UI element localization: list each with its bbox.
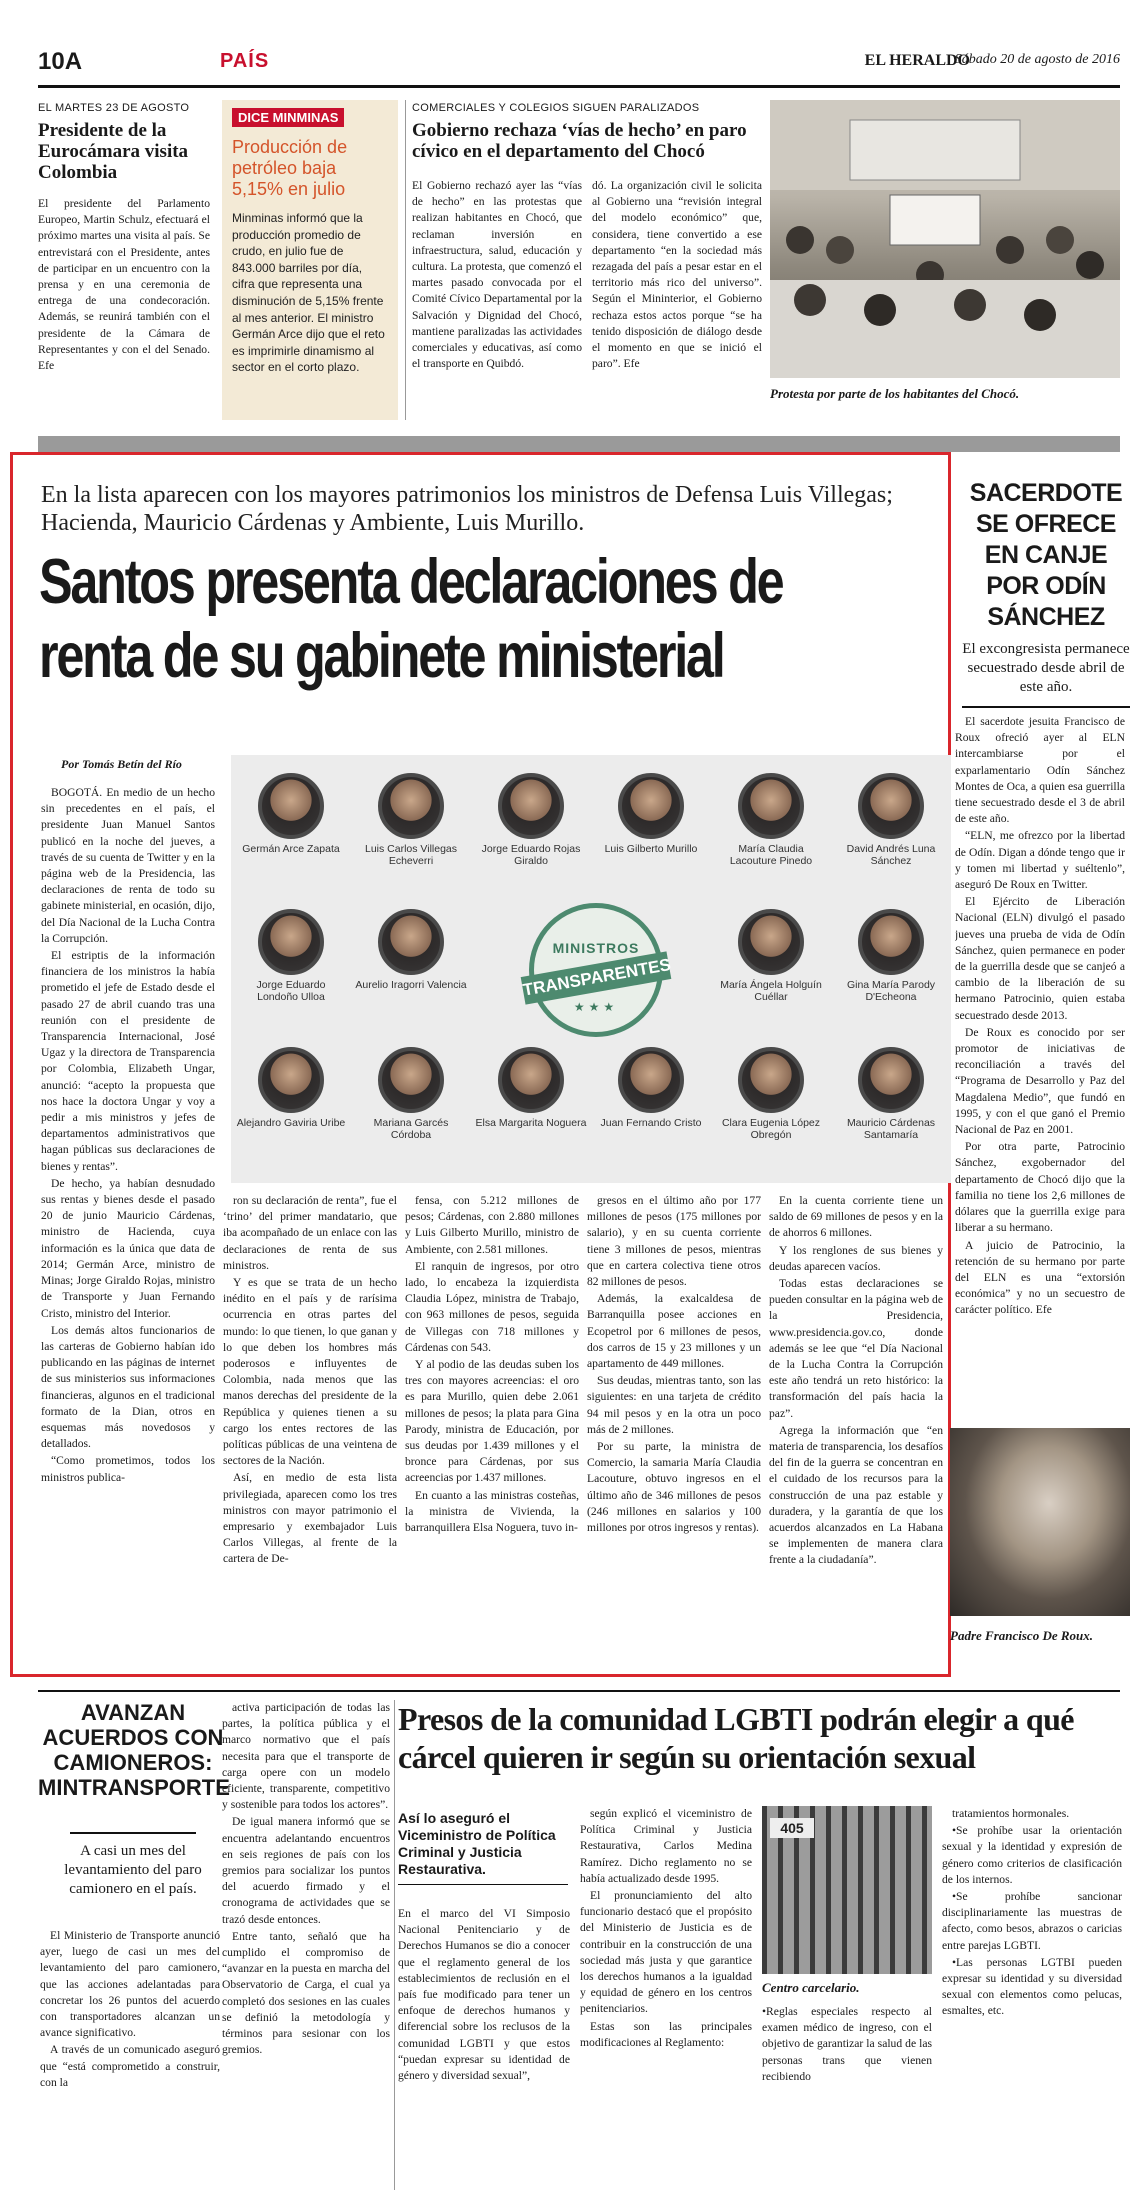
column-divider (394, 1700, 395, 2190)
main-story-frame (10, 452, 951, 1677)
camioneros-headline: AVANZAN ACUERDOS CON CAMIONEROS: MINTRANSPORTE (38, 1700, 230, 1800)
roux-portrait-photo (950, 1428, 1130, 1616)
minister-portrait (258, 1047, 324, 1113)
minister-portrait (738, 773, 804, 839)
lgbti-headline: Presos de la comunidad LGBTI podrán elegir a qué cárcel quieren ir según su orientación sexual (398, 1701, 1074, 1775)
protest-photo (770, 100, 1120, 378)
main-body-col5: En la cuenta corriente tiene un saldo de 69 millones de pesos y en la de ahorros 6 millones. Y los renglones de sus bienes y deudas aparecen vacíos. Todas estas declaraciones se pueden consultar en la página web de la Presidencia, www.presidencia.gov.co, donde además se lee que “el Día Nacional de la Lucha Contra la Corrupción este año tendrá un reto histórico: la transformación del país hacia la paz”. Agrega la información que “en materia de transparencia, los desafíos del fin de la guerra se concentran en el cuidado de los recursos para la construcción de una paz estable y duradera, y la garantía de que los acuerdos alcanzados en La Habana se implementen de manera clara frente a la ciudadanía”. (769, 1194, 943, 1567)
minister-portrait (258, 909, 324, 975)
seal-stars: ★★★ (573, 1000, 619, 1014)
main-headline-line-1: Santos presenta declaraciones de (39, 547, 783, 617)
prison-photo-caption: Centro carcelario. (762, 1980, 860, 1995)
prison-photo (762, 1806, 932, 1974)
minister-portrait (858, 1047, 924, 1113)
dice-kicker: DICE MINMINAS (232, 108, 344, 127)
dice-body: Minminas informó que la producción promedio de crudo, en julio fue de 843.000 barriles por día, cifra que representa una disminución de 5,15% frente al mes anterior. El ministro Germán Arce dijo que el reto es imprimirle dinamismo al sector en el corto plazo. (232, 211, 385, 375)
minister-portrait (498, 773, 564, 839)
page-number: 10A (38, 48, 83, 75)
lgbti-deck: Así lo aseguró el Viceministro de Política Criminal y Justicia Restaurativa. (398, 1810, 568, 1885)
camioneros-rule (70, 1832, 196, 1834)
minister-card (711, 769, 831, 899)
newspaper-name: EL HERALDO (864, 52, 970, 69)
minister-portrait (378, 773, 444, 839)
main-headline-line-2: renta de su gabinete ministerial (39, 621, 724, 691)
minister-name: María Ángela Holguín Cuéllar (720, 979, 822, 1003)
camioneros-body-col1: El Ministerio de Transporte anunció ayer, luego de casi un mes del levantamiento del paro camionero, que las acciones adelantadas para concretar los 26 puntos del acuerdo con transportadores alcanzan un avance significativo. A través de un comunicado aseguró que “está comprometido a construir, con la (40, 1929, 220, 2089)
minister-name: Juan Fernando Cristo (600, 1117, 702, 1129)
minister-card (471, 769, 591, 899)
page-header (38, 40, 1120, 88)
sidebar-deck: El excongresista permanece secuestrado desde abril de este año. (962, 641, 1130, 695)
main-body-col2: ron su declaración de renta”, fue el ‘trino’ del primer mandatario, que iba acompañado de un enlace con las declaraciones de renta de sus ministros. Y es que se trata de un hecho inédito en el país y de rarísima ocurrencia en otras partes del mundo: lo que tienen, lo que ganan y lo que deben los hombres más poderosos e influyentes de Colombia, nada menos que las manos derechas del presidente de la República y quienes tienen a su cargo los entes rectores de las políticas públicas de una veintena de sectores de la Nación. Así, en medio de esta lista privilegiada, aparecen como los tres ministros con mayor patrimonio el empresario y exembajador Luis Carlos Villegas, al frente de la cartera de De- (223, 1194, 397, 1566)
lgbti-body-col4: tratamientos hormonales. •Se prohíbe usar la orientación sexual y la identidad y expresión de género como criterios de clasificación de los internos. •Se prohíbe sancionar disciplinariamente las muestras de afecto, como besos, abrazos o caricias entre parejas LGBTI. •Las personas LGTBI pueden expresar su identidad y su diversidad sexual con elementos como pelucas, esmaltes, etc. (942, 1807, 1122, 2018)
minister-name: Luis Gilberto Murillo (604, 843, 698, 855)
choco-body-col2: dó. La organización civil le solicita al Gobierno una “revisión integral del modelo económico” que, considera, tiene convertido a ese departamento “en la sociedad más rezagada del país a pesar estar en el territorio más rico del universo”. Según el Mininterior, el Gobierno rechaza estos actos porque “se ha tenido disposición de diálogo desde el momento en que se inició el paro”. Efe (592, 179, 762, 371)
minister-portrait (738, 909, 804, 975)
minister-card (231, 905, 351, 1035)
minister-card (711, 1043, 831, 1173)
lgbti-body-col1: En el marco del VI Simposio Nacional Penitenciario y de Derechos Humanos se dio a conocer que el reglamento general de los establecimientos de reclusión en el país fue modificado para tener un enfoque de derechos humanos y diferencial sobre los reclusos de la comunidad LGBTI y que estos “puedan expresar su identidad de género y diversidad sexual”, (398, 1907, 570, 2083)
section-name: PAÍS (220, 50, 270, 72)
minister-card (591, 1043, 711, 1173)
protest-crowd-illustration (770, 100, 1120, 378)
camioneros-body-col2: activa participación de todas las partes, la política pública y el marco normativo que el país necesita para que el transporte de carga opere con un modelo eficiente, transparente, competitivo y sostenible para todos los actores”. De igual manera informó que se encuentra adelantando encuentros en seis regiones de país con los gremios para socializar los puntos del acuerdo firmado y el cronograma de actividades que se trazó desde entonces. Entre tanto, señaló que ha cumplido el compromiso de “avanzar en la puesta en marcha del Observatorio de Carga, el cual ya completó dos sesiones en las cuales se definió la metodología y términos para sesionar con los gremios. (222, 1701, 390, 2057)
seal-main-text: TRANSPARENTES (521, 951, 672, 1004)
minister-portrait (858, 773, 924, 839)
minister-name: Mariana Garcés Córdoba (373, 1117, 449, 1141)
minister-card (351, 905, 471, 1035)
bottom-section-rule (38, 1690, 1120, 1692)
minister-card (591, 769, 711, 899)
choco-body-col1: El Gobierno rechazó ayer las “vías de hecho” en las protestas que realizan habitantes en Chocó, que reclaman inversión en infraestructura, salud, educación y cultura. La protesta, que comenzó el martes pasado convocada por el Comité Cívico Departamental por la Salvación y Dignidad del Chocó, mantiene paralizadas las actividades comerciales y educativas, así como el transporte en Quibdó. (412, 179, 582, 371)
minister-portrait (618, 773, 684, 839)
minister-card (351, 1043, 471, 1173)
column-divider (405, 100, 406, 420)
section-divider-band (38, 436, 1120, 452)
minister-portrait (498, 1047, 564, 1113)
schulz-body: El presidente del Parlamento Europeo, Martin Schulz, efectuará el próximo martes una visita al país. Se entrevistará con el Presidente, antes de participar en un encuentro con la prensa y en una ceremonia de entrega de una condecoración. Además, se reunirá también con el presidente de la Cámara de Representantes y con el del Senado. Efe (38, 197, 210, 373)
minister-name: Jorge Eduardo Rojas Giraldo (481, 843, 581, 867)
main-story-byline: Por Tomás Betín del Río (61, 757, 182, 771)
minister-card (231, 769, 351, 899)
minister-name: Gina María Parody D'Echeona (846, 979, 936, 1003)
lgbti-body-col3: •Reglas especiales respecto al examen médico de ingreso, con el objetivo de garantizar la salud de las personas trans que vienen recibiendo (762, 2005, 932, 2083)
minister-card (351, 769, 471, 899)
main-story-headline (39, 545, 783, 693)
main-body-col4: gresos en el último año por 177 millones de pesos (175 millones por salario), y en su cuenta corriente tiene 3 millones de pesos, mientras que en cartera colectiva tiene otros 82 millones de pesos. Además, la exalcaldesa de Barranquilla posee acciones en Ecopetrol por 6 millones de pesos, dos carros de 15 y 23 millones y un apartamento de 449 millones. Sus deudas, mientras tanto, son las siguientes: en una tarjeta de crédito 94 mil pesos y en la otra un poco más de 2 millones. Por su parte, la ministra de Comercio, la samaria María Claudia Lacouture, obtuvo ingresos en el último año de 346 millones de pesos (246 millones en salarios y 100 millones por otros ingresos y rentas). (587, 1194, 761, 1535)
roux-photo-caption: Padre Francisco De Roux. (950, 1628, 1093, 1643)
minister-card (831, 905, 951, 1035)
minister-card (831, 769, 951, 899)
minister-name: Aurelio Iragorri Valencia (355, 979, 467, 991)
minister-name: David Andrés Luna Sánchez (846, 843, 936, 867)
minister-card (471, 1043, 591, 1173)
minister-card (831, 1043, 951, 1173)
sidebar-body: El sacerdote jesuita Francisco de Roux ofreció ayer al ELN intercambiarse por el exparlamentario Odín Sánchez Montes de Oca, a quien esa guerrilla tiene secuestrado desde el 3 de abril de este año. “ELN, me ofrezco por la libertad de Odín. Digan a dónde tengo que ir y tomen mi libertad y suéltenlo”, aseguró De Roux en Twitter. El Ejército de Liberación Nacional (ELN) divulgó el pasado jueves una prueba de vida de Odín Sánchez, quien permanece en poder de la guerrilla desde que se canjeó a cambio de la liberación de su hermano Patrocinio, quien estaba secuestrado desde 2013. De Roux es conocido por ser promotor de iniciativas de reconciliación a través del “Programa de Desarrollo y Paz del Magdalena Medio”, que fundó en 1995, y con el que ganó el Premio Nacional de Paz en 2001. Por otra parte, Patrocinio Sánchez, exgobernador del departamento de Chocó dijo que la familia no tiene los 2,6 millones de dólares que la guerrilla exige para liberar a su hermano. A juicio de Patrocinio, la retención de su hermano por parte del ELN es una “extorsión económica” y no un secuestro de carácter político. Efe (955, 715, 1125, 1317)
minister-portrait (738, 1047, 804, 1113)
minister-name: Elsa Margarita Noguera (475, 1117, 587, 1129)
minister-name: Alejandro Gaviria Uribe (236, 1117, 346, 1129)
dice-minminas-box (222, 100, 398, 420)
main-body-col1: BOGOTÁ. En medio de un hecho sin precedentes en el país, el presidente Juan Manuel Santos publicó en la noche del jueves, a través de su cuenta de Twitter y en la página web de la Presidencia, las declaraciones de renta de todo su gabinete ministerial, en ocasión, dijo, del Día Nacional de la Lucha Contra la Corrupción. El estriptis de la información financiera de los ministros la había prometido el jefe de Estado desde el pasado 27 de abril cuando tras una reunión con el presidente de Transparencia Internacional, José Ugaz y la directora de Transparencia por Colombia, Elizabeth Ungar, anunció: “acepto la propuesta que nos hace la doctora Ungar y voy a pedir a mis ministros y jefes de departamentos administrativos que hagan públicas sus declaraciones de bienes y rentas”. De hecho, ya habían desnudado sus rentas y bienes desde el pasado 20 de junio Mauricio Cárdenas, ministro de Hacienda, cuya información es la única que data de 2014; Germán Arce, ministro de Minas; Jorge Giraldo Rojas, ministro de Transporte y Juan Fernando Cristo, ministro del Interior. Los demás altos funcionarios de las carteras de Gobierno habían ido publicando en las páginas de internet de sus ministerios sus informaciones financieras, algunos en el tradicional formato de la Dian, otros en esquemas más novedosos y detallados. “Como prometimos, todos los ministros publica- (41, 786, 215, 1484)
edition-date: Sábado 20 de agosto de 2016 (954, 52, 1120, 67)
minister-portrait (618, 1047, 684, 1113)
dice-headline: Producción de petróleo baja 5,15% en julio (232, 137, 348, 199)
minister-name: María Claudia Lacouture Pinedo (729, 843, 813, 867)
sidebar-headline: SACERDOTE SE OFRECE EN CANJE POR ODÍN SÁNCHEZ (969, 479, 1123, 631)
schulz-headline: Presidente de la Eurocámara visita Colombia (38, 120, 189, 183)
choco-kicker: COMERCIALES Y COLEGIOS SIGUEN PARALIZADOS (412, 102, 700, 114)
minister-name: Luis Carlos Villegas Echeverri (364, 843, 458, 867)
minister-portrait (258, 773, 324, 839)
minister-card (231, 1043, 351, 1173)
minister-card (711, 905, 831, 1035)
minister-name: Clara Eugenia López Obregón (721, 1117, 821, 1141)
main-story-deck: En la lista aparecen con los mayores patrimonios los ministros de Defensa Luis Villegas; Hacienda, Mauricio Cárdenas y Ambiente, Luis Murillo. (41, 482, 893, 536)
ministros-transparentes-seal (521, 903, 673, 1037)
seal-top-text: MINISTROS (552, 940, 640, 956)
schulz-kicker: EL MARTES 23 DE AGOSTO (38, 102, 190, 114)
minister-portrait (858, 909, 924, 975)
minister-portrait (378, 1047, 444, 1113)
camioneros-deck: A casi un mes del levantamiento del paro camionero en el país. (64, 1843, 202, 1897)
choco-headline: Gobierno rechaza ‘vías de hecho’ en paro cívico en el departamento del Chocó (412, 120, 747, 162)
minister-portrait (378, 909, 444, 975)
minister-name: Mauricio Cárdenas Santamaría (846, 1117, 936, 1141)
minister-name: Jorge Eduardo Londoño Ulloa (256, 979, 326, 1003)
sidebar-rule (962, 706, 1130, 708)
main-body-col3: fensa, con 5.212 millones de pesos; Cárdenas, con 2.880 millones y Luis Gilberto Murillo, ministro de Ambiente, con 2.581 millones. El ranquin de ingresos, por otro lado, lo encabeza la izquierdista Claudia López, ministra de Trabajo, con 963 millones de pesos, seguida de Villegas con 718 millones y Cárdenas con 543. Y al podio de las deudas suben los tres con mayores acreencias: el oro es para Murillo, quien debe 2.061 millones de pesos; la plata para Gina Parody, ministra de Educación, por sus deudas por 1.439 millones y el bronce para Cárdenas, por sus acreencias por 1.437 millones. En cuanto a las ministras costeñas, la ministra de Vivienda, la barranquillera Elsa Noguera, tuvo in- (405, 1194, 579, 1535)
protest-photo-caption: Protesta por parte de los habitantes del Chocó. (770, 386, 1020, 401)
cell-number-plate: 405 (770, 1818, 814, 1838)
minister-name: Germán Arce Zapata (242, 843, 340, 855)
ministers-photo-grid (231, 755, 951, 1183)
lgbti-body-col2: según explicó el viceministro de Política Criminal y Justicia Restaurativa, Carlos Medina Ramírez. Dicho reglamento no se había actualizado desde 1995. El pronunciamiento del alto funcionario destacó que el propósito del Ministerio de Justicia es de contribuir en la construcción de una sociedad más justa y que garantice los derechos humanos a la igualdad y equidad de género en los centros penitenciarios. Estas son las principales modificaciones al Reglamento: (580, 1807, 752, 2049)
